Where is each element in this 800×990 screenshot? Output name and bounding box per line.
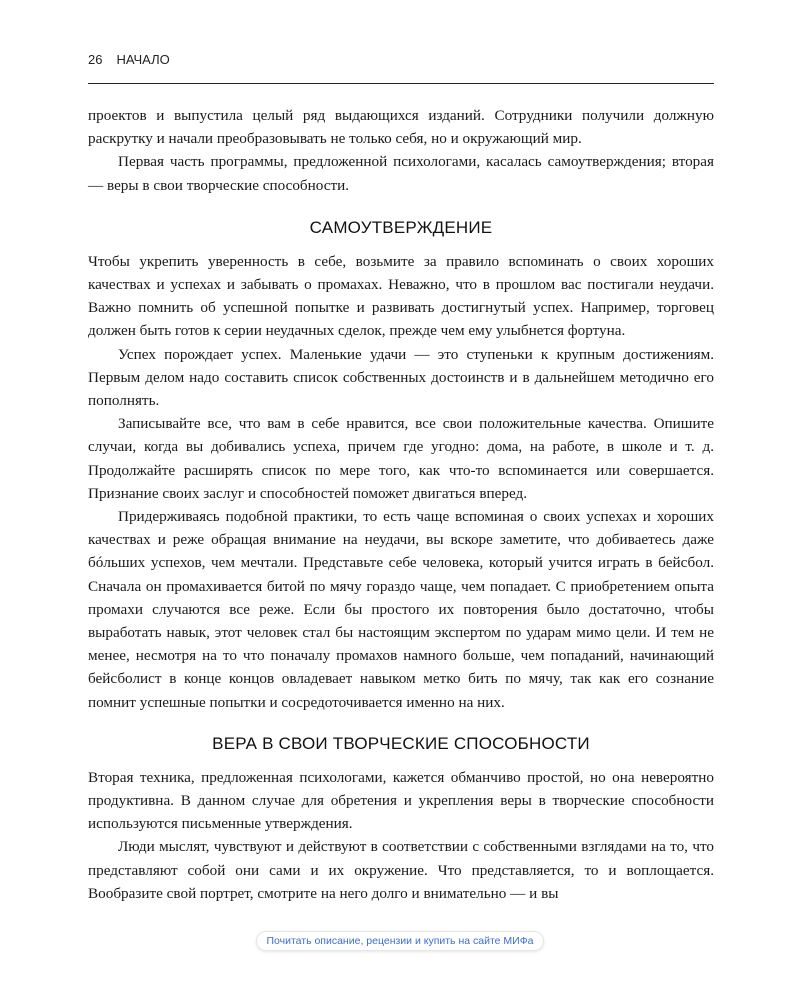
running-title: НАЧАЛО — [116, 52, 170, 67]
body-paragraph: Люди мыслят, чувствуют и действуют в соответствии с собственными взглядами на то, что представляют собой они сами и их окружение. Что представляется, то и воплощается. Вообразите свой портрет, смотрите на него долго и внимательно — и вы — [88, 838, 714, 902]
body-paragraph: Придерживаясь подобной практики, то есть чаще вспоминая о своих успехах и хороших качествах и реже обращая внимание на неудачи, вы вскоре заметите, что добиваетесь даже бóльших успехов, чем мечтали. Представьте себе человека, который учится играть в бейсбол. Сначала он промахивается битой по мячу гораздо чаще, чем попадает. С приобретением опыта промахи случаются все реже. Если бы простого их повторения было достаточно, чтобы выработать навык, этот человек стал бы настоящим экспертом по ударам мимо цели. И тем не менее, несмотря на то что поначалу промахов намного больше, чем попаданий, начинающий бейсболист в конце концов овладевает навыком метко бить по мячу, так как его сознание помнит успешные попытки и сосредоточивается именно на них. — [88, 508, 714, 711]
body-paragraph: Первая часть программы, предложенной психологами, касалась самоутверждения; вторая — веры в свои творческие способности. — [88, 153, 714, 194]
body-paragraph: Записывайте все, что вам в себе нравится, все свои положительные качества. Опишите случаи, когда вы добивались успеха, причем где угодно: дома, на работе, в школе и т. д. Продолжайте расширять список по мере того, как что-то вспоминается или совершается. Признание своих заслуг и способностей поможет двигаться вперед. — [88, 415, 714, 502]
body-paragraph: Вторая техника, предложенная психологами, кажется обманчиво простой, но она невероятно продуктивна. В данном случае для обретения и укрепления веры в творческие способности используются письменные утверждения. — [88, 768, 714, 833]
running-header — [88, 52, 714, 67]
buy-link[interactable]: Почитать описание, рецензии и купить на сайте МИФа — [256, 931, 543, 951]
body-paragraph: Успех порождает успех. Маленькие удачи — это ступеньки к крупным достижениям. Первым делом надо составить список собственных достоинств и в дальнейшем методично его пополнять. — [88, 345, 714, 410]
header-rule — [88, 83, 714, 84]
section-heading-self-affirmation: САМОУТВЕРЖДЕНИЕ — [309, 217, 493, 237]
page-body — [88, 104, 714, 905]
footer — [0, 931, 800, 951]
section-heading-creative-faith: ВЕРА В СВОИ ТВОРЧЕСКИЕ СПОСОБНОСТИ — [212, 733, 590, 753]
body-paragraph: проектов и выпустила целый ряд выдающихся изданий. Сотрудники получили должную раскрутку и начали преобразовывать не только себя, но и окружающий мир. — [88, 107, 714, 148]
page-number: 26 — [88, 52, 103, 67]
body-paragraph: Чтобы укрепить уверенность в себе, возьмите за правило вспоминать о своих хороших качествах и успехах и забывать о промахах. Неважно, что в прошлом вас постигали неудачи. Важно помнить об успешной попытке и развивать достигнутый успех. Например, торговец должен быть готов к серии неудачных сделок, прежде чем ему улыбнется фортуна. — [88, 252, 714, 340]
